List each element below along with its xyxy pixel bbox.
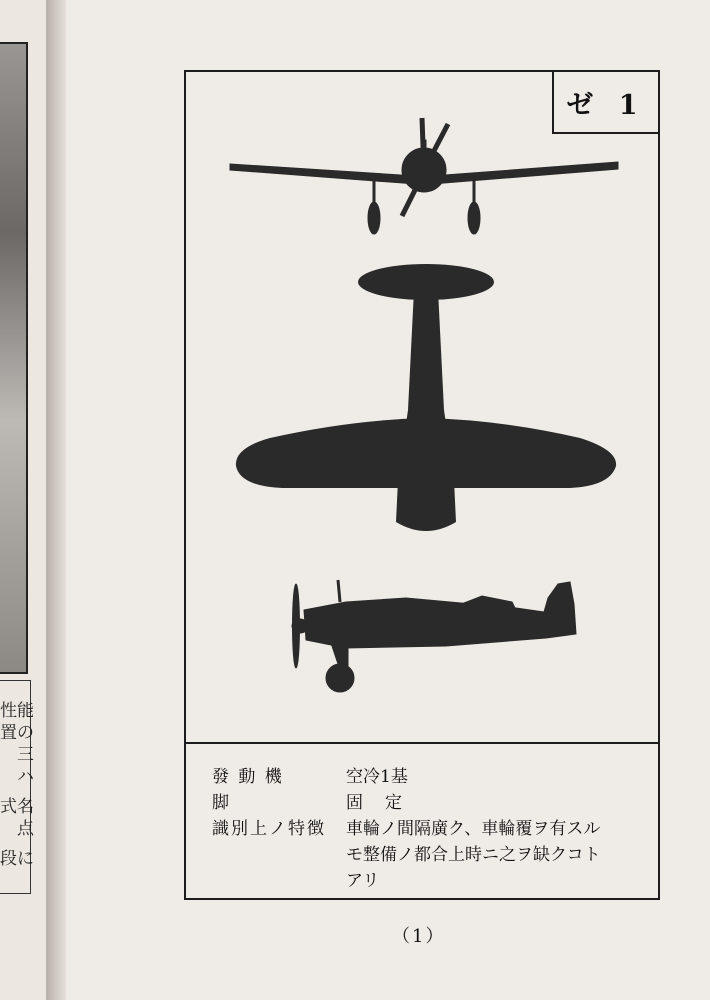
spec-value: 空冷1基 [346,767,408,787]
left-text-line: 性能 [0,701,34,721]
page-number: （1） [392,926,446,947]
spec-label: 發 動 機 [212,767,284,787]
left-text-line: 点 [17,819,34,839]
left-page-text [0,700,34,870]
spec-value: 固定 [346,793,424,813]
book-gutter [46,0,66,1000]
identification-card [184,70,660,900]
aircraft-code: ゼ 1 [566,89,646,121]
spec-row-features [212,816,642,842]
plan-view-silhouette [230,260,620,550]
front-view-silhouette [226,112,622,242]
right-page [66,0,710,1000]
spec-table [212,764,642,894]
spec-divider [186,742,658,744]
left-text-line: 段に [0,849,34,869]
left-page-photo [0,42,28,674]
left-text-line: 置の [0,723,34,743]
side-view-silhouette [286,574,586,714]
spec-label: 脚 [212,793,231,813]
spec-value: 車輪ノ間隔廣ク、車輪覆ヲ有スル [346,819,601,839]
spec-row-engine [212,764,642,790]
feature-continuation-line: アリ [346,871,380,891]
left-text-line: ハ [17,767,34,787]
left-text-line: 三 [17,745,34,765]
spec-row-landing-gear [212,790,642,816]
left-page [0,0,47,1000]
spec-label: 識別上ノ特徴 [212,819,326,839]
left-text-line: 式名 [0,797,34,817]
feature-continuation-line: モ整備ノ都合上時ニ之ヲ缺クコト [346,845,601,865]
